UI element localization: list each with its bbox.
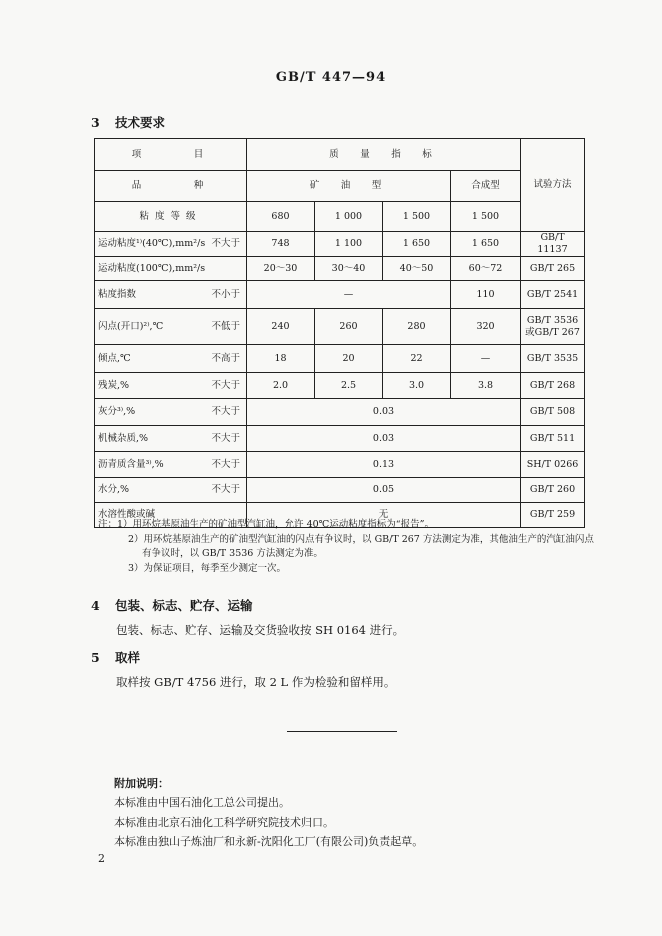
method-cell: GB/T 3536 或GB/T 267: [521, 309, 585, 345]
note-2-continued: 有争议时，以 GB/T 3536 方法测定为准。: [142, 548, 323, 560]
section-number: 3: [91, 115, 100, 130]
table-row: [95, 309, 585, 345]
value-cell: 320: [451, 309, 521, 345]
row-label-text: 机械杂质,%: [98, 432, 149, 444]
row-limit: 不高于: [211, 352, 240, 364]
standard-code-header: GB/T 447—94: [275, 70, 387, 85]
value-cell: 30～40: [315, 257, 383, 281]
header-synthetic-type: 合成型: [451, 171, 521, 202]
method-cell: SH/T 0266: [521, 452, 585, 478]
merged-value-cell: 0.03: [247, 426, 521, 452]
table-notes: [98, 518, 618, 577]
section-number: 4: [91, 598, 100, 613]
row-label: [95, 345, 247, 373]
row-label-text: 水溶性酸或碱: [98, 509, 156, 521]
end-rule: [287, 731, 397, 732]
row-label: [95, 478, 247, 503]
value-cell: —: [451, 345, 521, 373]
value-cell: 240: [247, 309, 315, 345]
merged-value-cell: 无: [247, 503, 521, 528]
table-variety-row: [95, 171, 585, 202]
note-1: 注：1）用环烷基原油生产的矿油型汽缸油，允许 40℃运动粘度指标为“报告”。: [98, 519, 434, 530]
method-cell: GB/T 259: [521, 503, 585, 528]
row-limit: 不大于: [211, 432, 240, 444]
note-2: 2）用环烷基原油生产的矿油型汽缸油的闪点有争议时，以 GB/T 267 方法测定为准，其他油生产的汽缸油闪点: [128, 533, 594, 545]
row-label: [95, 373, 247, 399]
row-label-text: 倾点,℃: [98, 352, 131, 364]
method-cell: GB/T 3535: [521, 345, 585, 373]
grade-cell: 1 000: [315, 202, 383, 232]
header-quality-index: 质 量 指 标: [247, 139, 521, 171]
method-cell: GB/T 511: [521, 426, 585, 452]
value-cell: 3.8: [451, 373, 521, 399]
row-label-text: 闪点(开口)²⁾,℃: [98, 320, 164, 332]
header-viscosity-grade: 粘度等级: [95, 202, 247, 232]
table-grade-row: [95, 202, 585, 232]
table-row: [95, 345, 585, 373]
value-cell: 22: [383, 345, 451, 373]
page-number: 2: [98, 852, 105, 865]
value-cell: 1 650: [383, 232, 451, 257]
method-cell: GB/T 508: [521, 399, 585, 426]
method-cell: GB/T 268: [521, 373, 585, 399]
header-mineral-type: 矿 油 型: [247, 171, 451, 202]
value-cell: 3.0: [383, 373, 451, 399]
row-label-text: 粘度指数: [98, 288, 137, 300]
value-cell: 1 650: [451, 232, 521, 257]
value-cell: 20～30: [247, 257, 315, 281]
row-label-text: 运动粘度(100℃),mm²/s: [98, 262, 206, 274]
row-label-text: 沥青质含量³⁾,%: [98, 458, 164, 470]
header-test-method: 试验方法: [521, 139, 585, 232]
method-cell: GB/T 265: [521, 257, 585, 281]
table-row: [95, 426, 585, 452]
method-cell: GB/T 260: [521, 478, 585, 503]
value-cell: 748: [247, 232, 315, 257]
row-limit: 不小于: [211, 288, 240, 300]
table-row: [95, 373, 585, 399]
row-label: [95, 452, 247, 478]
section-number: 5: [91, 650, 100, 665]
row-label: [95, 257, 247, 281]
value-cell: 60～72: [451, 257, 521, 281]
table-row: [95, 281, 585, 309]
row-label-text: 运动粘度¹⁾(40℃),mm²/s: [98, 238, 206, 250]
table-row: [95, 257, 585, 281]
row-limit: 不低于: [211, 320, 240, 332]
table-row: [95, 232, 585, 257]
table-row: [95, 478, 585, 503]
row-label-text: 水分,%: [98, 484, 130, 496]
row-label-text: 灰分³⁾,%: [98, 406, 136, 418]
section-5-heading: [91, 648, 140, 666]
header-item: 项 目: [95, 139, 247, 171]
table-row: [95, 399, 585, 426]
row-label-text: 残炭,%: [98, 379, 130, 391]
value-cell: 20: [315, 345, 383, 373]
technical-requirements-table: [94, 138, 585, 528]
row-label: [95, 309, 247, 345]
row-limit: 不大于: [211, 238, 240, 250]
section-4-text: 包装、标志、贮存、运输及交货验收按 SH 0164 进行。: [116, 623, 405, 637]
additional-notes: [114, 774, 423, 851]
row-limit: 不大于: [211, 484, 240, 496]
table-row: [95, 452, 585, 478]
section-title: 包装、标志、贮存、运输: [115, 598, 253, 613]
value-cell: 40～50: [383, 257, 451, 281]
merged-value-cell: 0.13: [247, 452, 521, 478]
value-cell: 280: [383, 309, 451, 345]
merged-value-cell: 0.05: [247, 478, 521, 503]
value-cell: 2.0: [247, 373, 315, 399]
row-limit: 不大于: [211, 379, 240, 391]
note-3: 3）为保证项目，每季至少测定一次。: [128, 563, 287, 575]
merged-value-cell: —: [247, 281, 451, 309]
additional-note-line: 本标准由北京石油化工科学研究院技术归口。: [114, 815, 334, 829]
section-title: 技术要求: [115, 115, 166, 130]
row-limit: 不大于: [211, 458, 240, 470]
additional-notes-title: 附加说明：: [114, 777, 169, 790]
row-label: [95, 281, 247, 309]
row-label: [95, 232, 247, 257]
row-limit: 不大于: [211, 406, 240, 418]
table-header-row: [95, 139, 585, 171]
value-cell: 18: [247, 345, 315, 373]
method-cell: GB/T 2541: [521, 281, 585, 309]
merged-value-cell: 0.03: [247, 399, 521, 426]
row-label: [95, 426, 247, 452]
section-title: 取样: [115, 650, 141, 665]
value-cell: 2.5: [315, 373, 383, 399]
value-cell: 1 100: [315, 232, 383, 257]
additional-note-line: 本标准由独山子炼油厂和永新-沈阳化工厂(有限公司)负责起草。: [114, 834, 424, 848]
section-4-heading: [91, 596, 253, 614]
value-cell: 110: [451, 281, 521, 309]
grade-cell: 680: [247, 202, 315, 232]
grade-cell: 1 500: [451, 202, 521, 232]
header-variety: 品 种: [95, 171, 247, 202]
value-cell: 260: [315, 309, 383, 345]
row-label: [95, 399, 247, 426]
method-cell: GB/T 11137: [521, 232, 585, 257]
additional-note-line: 本标准由中国石油化工总公司提出。: [114, 796, 290, 810]
grade-cell: 1 500: [383, 202, 451, 232]
section-3-heading: [91, 113, 165, 131]
section-5-text: 取样按 GB/T 4756 进行，取 2 L 作为检验和留样用。: [116, 675, 396, 689]
